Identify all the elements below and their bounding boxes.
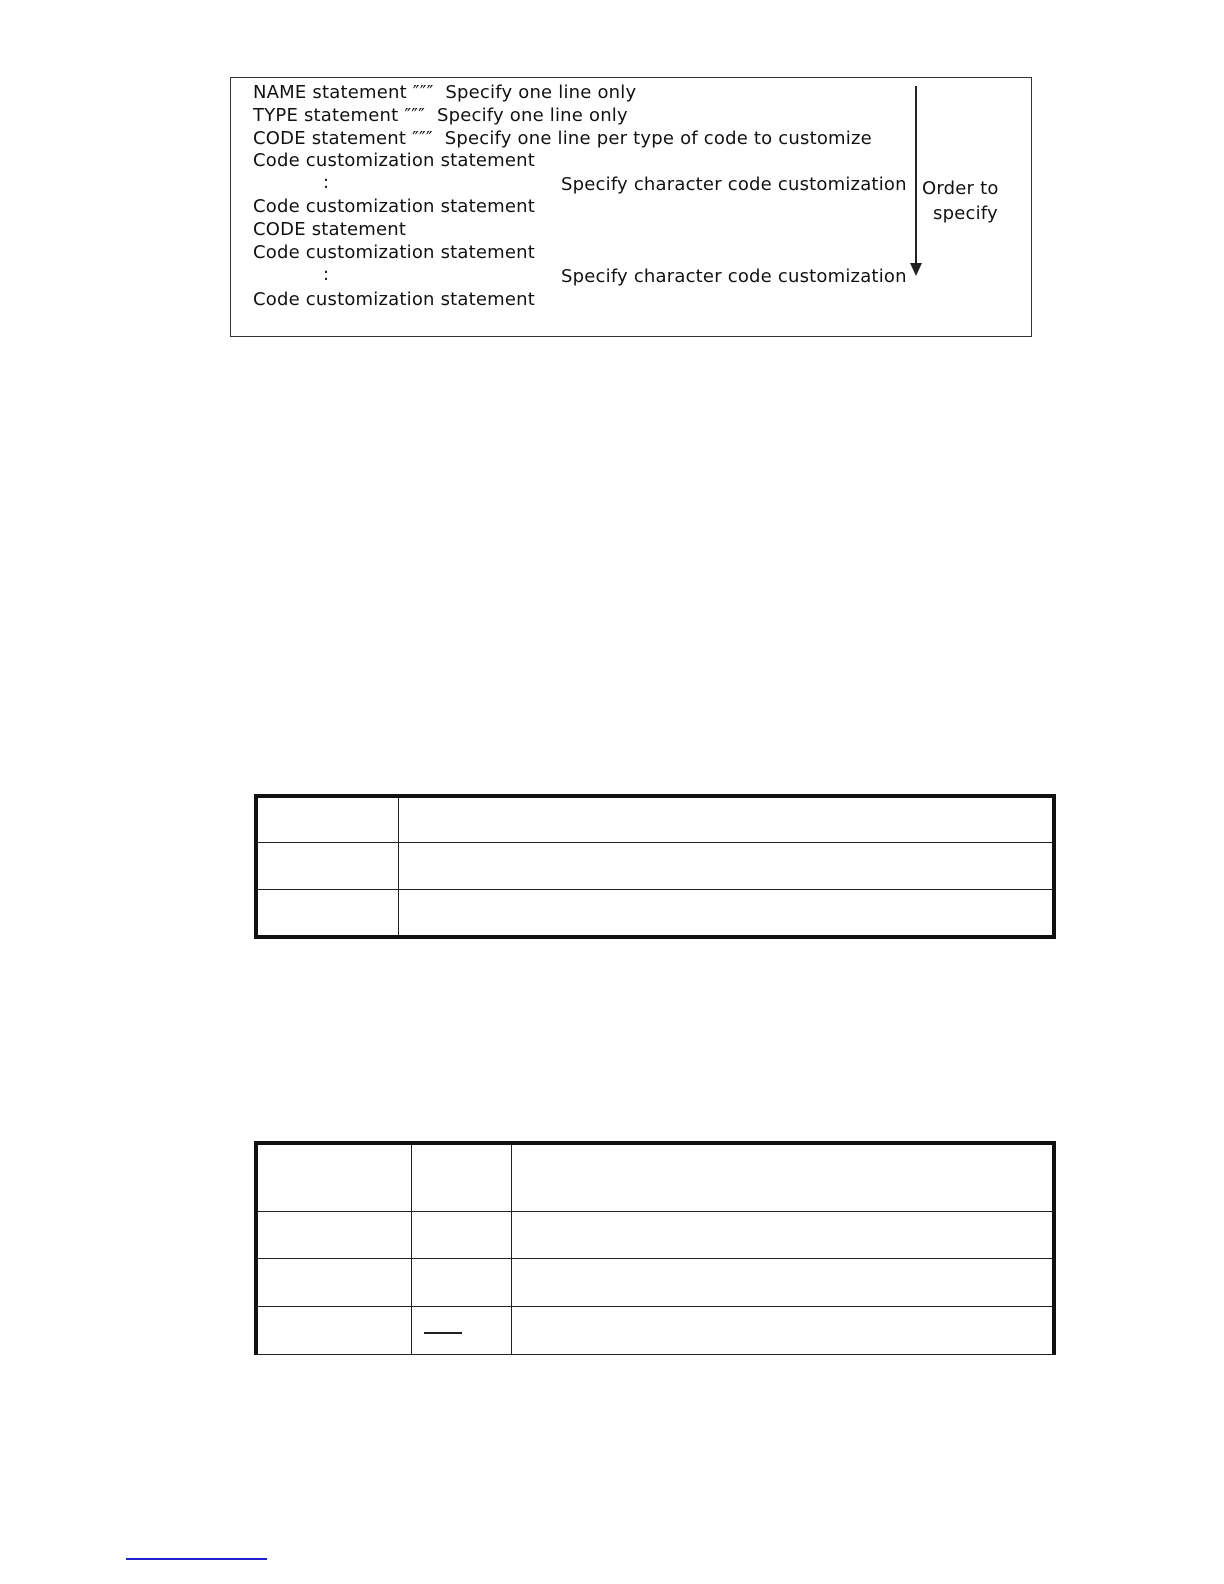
table-cell	[256, 889, 399, 937]
table-row	[256, 842, 1054, 889]
figure-right-label-2: Specify character code customization	[561, 266, 907, 287]
table-cell	[255, 1212, 412, 1259]
table-cell	[256, 842, 399, 889]
order-arrow-line	[915, 86, 917, 266]
table-cell	[255, 1259, 412, 1307]
figure-line-code-customization-1: Code customization statement	[253, 150, 536, 171]
footnote-separator-line	[126, 1558, 267, 1560]
table-cell	[512, 1307, 1056, 1355]
table-row	[255, 1142, 1056, 1212]
table-cell	[399, 796, 1055, 842]
table-2	[254, 1141, 1056, 1355]
figure-line-ellipsis-1: :	[323, 172, 330, 193]
order-label-line-1: Order to	[922, 178, 999, 199]
figure-line-ellipsis-2: :	[323, 264, 330, 285]
table-cell	[412, 1142, 512, 1212]
table-cell	[399, 842, 1055, 889]
table-cell	[512, 1142, 1056, 1212]
table-cell	[255, 1307, 412, 1355]
table-cell	[256, 796, 399, 842]
order-label-line-2: specify	[933, 203, 998, 224]
figure-line-code-statement: CODE statement ″″″ Specify one line per type of code to customize	[253, 128, 872, 149]
arrow-down-icon	[910, 263, 922, 276]
table-cell	[512, 1259, 1056, 1307]
specification-order-figure	[230, 77, 1032, 337]
figure-line-code-customization-2: Code customization statement	[253, 196, 536, 217]
figure-line-code-customization-3: Code customization statement	[253, 242, 536, 263]
table-row	[256, 796, 1054, 842]
figure-line-code-statement-2: CODE statement	[253, 219, 407, 240]
table-cell	[512, 1212, 1056, 1259]
table-cell	[412, 1212, 512, 1259]
table-cell	[399, 889, 1055, 937]
table-cell	[412, 1307, 512, 1355]
dash-mark	[424, 1332, 462, 1334]
table-cell	[255, 1142, 412, 1212]
figure-line-name-statement: NAME statement ″″″ Specify one line only	[253, 82, 637, 103]
figure-line-code-customization-4: Code customization statement	[253, 289, 536, 310]
table-row	[255, 1259, 1056, 1307]
table-cell	[412, 1259, 512, 1307]
table-row	[255, 1212, 1056, 1259]
table-row	[255, 1307, 1056, 1355]
table-1	[254, 794, 1056, 939]
figure-line-type-statement: TYPE statement ″″″ Specify one line only	[253, 105, 628, 126]
table-row	[256, 889, 1054, 937]
figure-right-label-1: Specify character code customization	[561, 174, 907, 195]
